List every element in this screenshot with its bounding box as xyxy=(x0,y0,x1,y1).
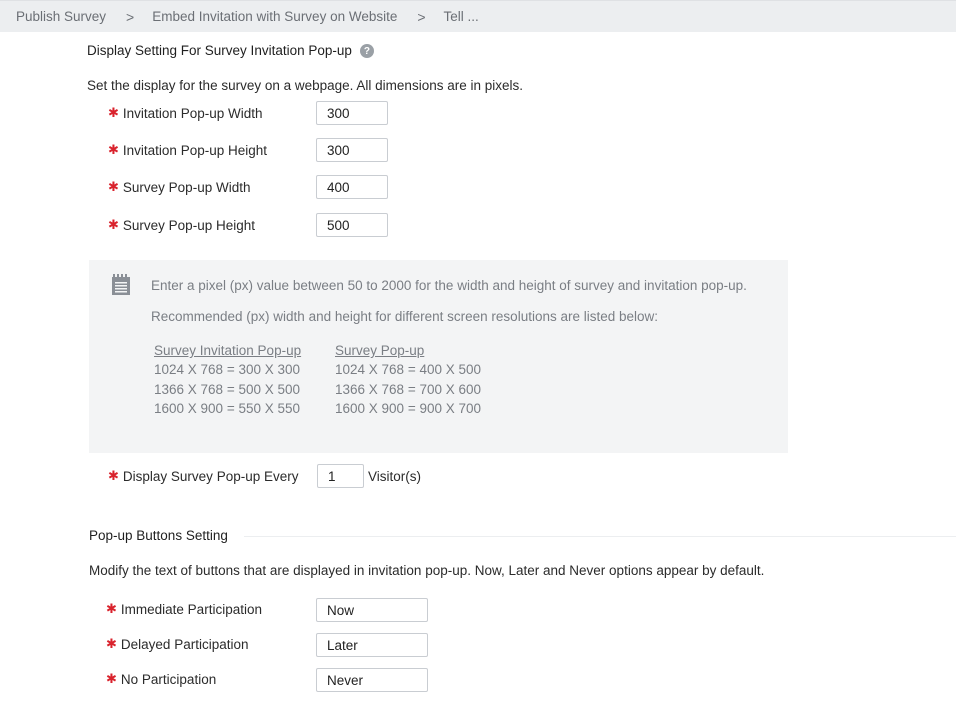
notepad-icon xyxy=(111,274,131,296)
required-asterisk-icon: ✱ xyxy=(108,179,119,194)
field-delayed-label xyxy=(106,632,248,656)
required-asterisk-icon: ✱ xyxy=(106,671,117,686)
frequency-label-row xyxy=(108,464,298,488)
field-survey-height-label xyxy=(108,213,255,237)
invitation-resolution-row: 1366 X 768 = 500 X 500 xyxy=(154,382,301,397)
frequency-input[interactable] xyxy=(317,464,364,488)
buttons-section-description: Modify the text of buttons that are displayed in invitation pop-up. Now, Later and Never options appear by default. xyxy=(89,563,765,578)
survey-width-input[interactable] xyxy=(316,175,388,199)
invitation-height-input[interactable] xyxy=(316,138,388,162)
immediate-participation-label: Immediate Participation xyxy=(120,601,262,617)
display-section-title-text: Display Setting For Survey Invitation Pop-up xyxy=(87,43,352,58)
field-survey-width-label xyxy=(108,175,250,199)
no-participation-input[interactable] xyxy=(316,668,428,692)
no-participation-label: No Participation xyxy=(120,671,217,687)
survey-resolution-row: 1366 X 768 = 700 X 600 xyxy=(335,382,482,397)
field-immediate-label xyxy=(106,597,262,621)
breadcrumb xyxy=(0,0,956,32)
survey-height-input[interactable] xyxy=(316,213,388,237)
breadcrumb-tell[interactable]: Tell ... xyxy=(443,9,479,24)
breadcrumb-publish-survey[interactable]: Publish Survey xyxy=(16,9,107,24)
chevron-right-icon: > xyxy=(417,8,426,25)
invitation-resolution-row: 1600 X 900 = 550 X 550 xyxy=(154,401,301,416)
invitation-resolution-row: 1024 X 768 = 300 X 300 xyxy=(154,362,301,377)
required-asterisk-icon: ✱ xyxy=(108,142,119,157)
breadcrumb-embed-invitation[interactable]: Embed Invitation with Survey on Website xyxy=(152,9,398,24)
required-asterisk-icon: ✱ xyxy=(108,468,119,483)
field-invitation-height-label xyxy=(108,138,267,162)
survey-resolutions-heading: Survey Pop-up xyxy=(335,343,425,358)
immediate-participation-input[interactable] xyxy=(316,598,428,622)
buttons-section-title: Pop-up Buttons Setting xyxy=(89,528,228,543)
frequency-suffix: Visitor(s) xyxy=(368,469,422,484)
required-asterisk-icon: ✱ xyxy=(106,601,117,616)
display-section-title xyxy=(87,43,374,58)
info-note-box xyxy=(89,260,788,453)
chevron-right-icon: > xyxy=(126,8,135,25)
required-asterisk-icon: ✱ xyxy=(108,217,119,232)
frequency-label: Display Survey Pop-up Every xyxy=(122,468,299,484)
question-icon[interactable]: ? xyxy=(360,44,374,58)
invitation-height-label: Invitation Pop-up Height xyxy=(122,142,267,158)
survey-height-label: Survey Pop-up Height xyxy=(122,217,255,233)
note-line-1: Enter a pixel (px) value between 50 to 2000 for the width and height of survey and invitation pop-up. xyxy=(151,278,747,293)
display-section-description: Set the display for the survey on a webpage. All dimensions are in pixels. xyxy=(87,78,523,93)
survey-width-label: Survey Pop-up Width xyxy=(122,179,251,195)
field-no-participation-label xyxy=(106,667,216,691)
section-divider xyxy=(244,536,956,537)
invitation-width-input[interactable] xyxy=(316,101,388,125)
field-invitation-width-label xyxy=(108,101,262,125)
delayed-participation-label: Delayed Participation xyxy=(120,636,249,652)
invitation-resolutions-heading: Survey Invitation Pop-up xyxy=(154,343,302,358)
required-asterisk-icon: ✱ xyxy=(106,636,117,651)
required-asterisk-icon: ✱ xyxy=(108,105,119,120)
note-line-2: Recommended (px) width and height for different screen resolutions are listed below: xyxy=(151,309,659,324)
survey-resolution-row: 1600 X 900 = 900 X 700 xyxy=(335,401,482,416)
delayed-participation-input[interactable] xyxy=(316,633,428,657)
invitation-width-label: Invitation Pop-up Width xyxy=(122,105,263,121)
survey-resolution-row: 1024 X 768 = 400 X 500 xyxy=(335,362,482,377)
